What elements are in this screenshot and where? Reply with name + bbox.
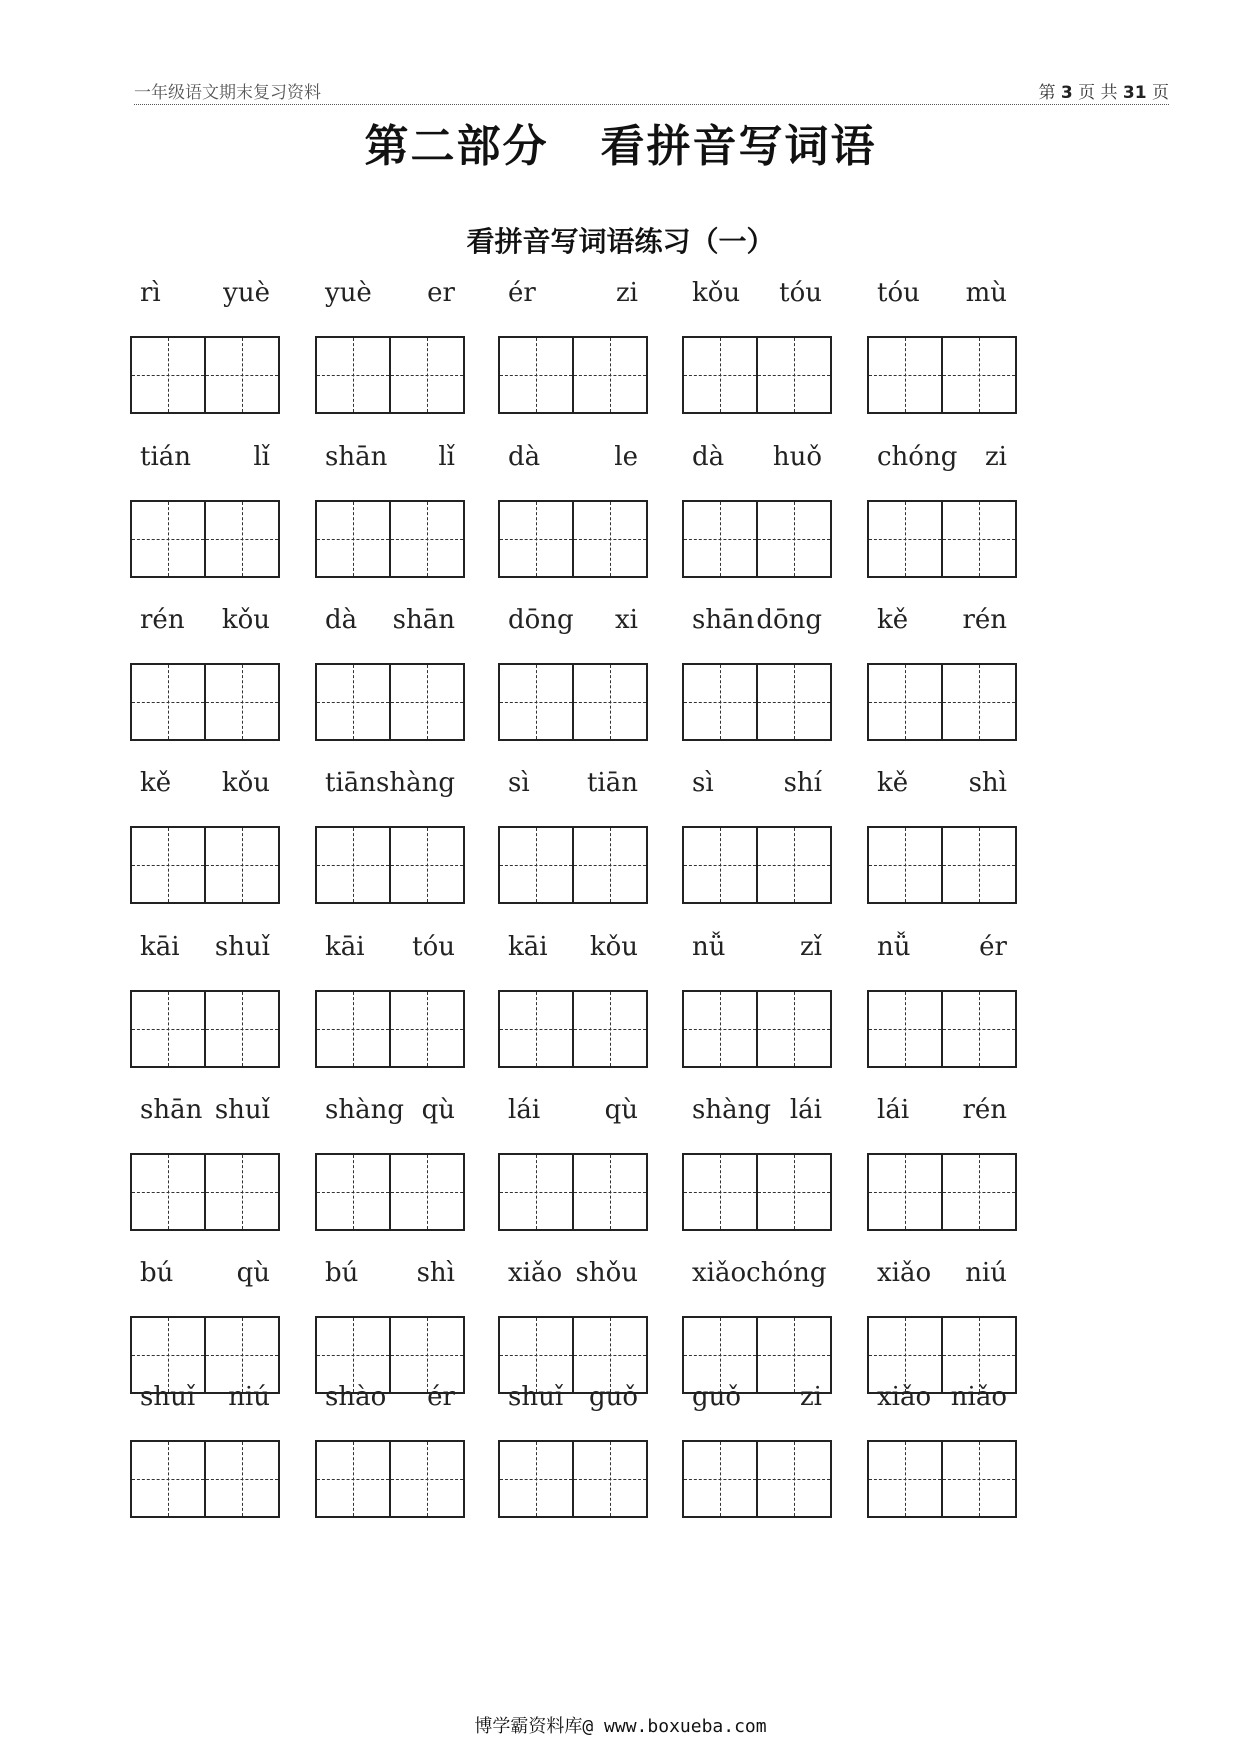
writing-cell[interactable] [500,992,572,1066]
exercise-item [682,1095,832,1231]
writing-grid[interactable] [315,826,465,904]
writing-cell[interactable] [572,828,646,902]
pinyin-line [682,768,832,804]
pinyin-syllable: dà [325,605,358,635]
exercise-item [315,605,465,741]
pinyin-syllable: lǐ [438,442,455,472]
pinyin-syllable: shàng [376,768,455,798]
writing-cell[interactable] [204,338,278,412]
exercise-item [315,768,465,904]
writing-cell[interactable] [389,1318,463,1392]
exercise-item [682,1382,832,1518]
writing-cell[interactable] [500,665,572,739]
pinyin-syllable: kāi [140,932,180,962]
pinyin-syllable: ér [508,278,536,308]
pinyin-syllable: lái [508,1095,541,1125]
exercise-item [498,932,648,1068]
writing-cell[interactable] [317,992,389,1066]
exercise-item [130,1382,280,1518]
writing-grid[interactable] [315,990,465,1068]
writing-cell[interactable] [756,1318,830,1392]
exercise-item [315,442,465,578]
writing-cell[interactable] [756,665,830,739]
exercise-item [315,932,465,1068]
exercise-item [867,1258,1017,1394]
pinyin-syllable: shì [968,768,1007,798]
pinyin-line [682,1258,832,1294]
pinyin-syllable: dōng [508,605,574,635]
writing-cell[interactable] [204,502,278,576]
writing-grid[interactable] [867,1440,1017,1518]
pinyin-line [315,1382,465,1418]
pinyin-syllable: niǎo [950,1382,1007,1412]
pinyin-syllable: kāi [508,932,548,962]
writing-grid[interactable] [682,500,832,578]
exercise-item [682,278,832,414]
exercise-item [315,1382,465,1518]
page-title: 第二部分 看拼音写词语 [364,121,877,172]
pinyin-syllable: tiān [586,768,638,798]
pinyin-syllable: kǒu [589,932,638,962]
exercise-item [498,1382,648,1518]
writing-grid[interactable] [498,1440,648,1518]
writing-grid[interactable] [867,990,1017,1068]
exercise-item [867,1382,1017,1518]
pinyin-syllable: shān [392,605,455,635]
exercise-item [867,1095,1017,1231]
exercise-item [498,605,648,741]
pinyin-line [130,768,280,804]
pinyin-syllable: yuè [223,278,270,308]
writing-cell[interactable] [941,828,1015,902]
exercise-item [130,1258,280,1394]
pinyin-syllable: guǒ [588,1382,638,1412]
writing-cell[interactable] [132,338,204,412]
writing-cell[interactable] [500,1155,572,1229]
pinyin-syllable: tóu [779,278,822,308]
exercise-item [315,1095,465,1231]
pinyin-syllable: zi [799,1382,822,1412]
exercise-item [130,932,280,1068]
writing-grid[interactable] [130,1440,280,1518]
writing-cell[interactable] [500,828,572,902]
pinyin-syllable: shān [692,605,755,635]
writing-cell[interactable] [317,338,389,412]
writing-grid[interactable] [315,1153,465,1231]
exercise-item [867,605,1017,741]
writing-grid[interactable] [130,1153,280,1231]
writing-grid[interactable] [498,990,648,1068]
writing-cell[interactable] [756,1155,830,1229]
writing-cell[interactable] [132,828,204,902]
writing-cell[interactable] [869,828,941,902]
writing-cell[interactable] [941,502,1015,576]
pinyin-line [315,1258,465,1294]
pinyin-line [498,1258,648,1294]
pinyin-syllable: niú [228,1382,270,1412]
writing-cell[interactable] [317,502,389,576]
pinyin-line [867,442,1017,478]
pinyin-syllable: kě [877,605,909,635]
pinyin-syllable: tiān [325,768,377,798]
pinyin-line [867,1382,1017,1418]
pinyin-syllable: shì [416,1258,455,1288]
pinyin-syllable: chóng [746,1258,827,1288]
writing-cell[interactable] [756,338,830,412]
pinyin-syllable: tóu [877,278,920,308]
writing-cell[interactable] [317,1442,389,1516]
writing-grid[interactable] [867,826,1017,904]
pinyin-line [867,605,1017,641]
writing-cell[interactable] [572,1442,646,1516]
pinyin-syllable: qù [604,1095,638,1125]
writing-cell[interactable] [572,1318,646,1392]
page-current: 3 [1060,83,1073,103]
exercise-item [867,768,1017,904]
exercise-item [498,768,648,904]
writing-cell[interactable] [132,502,204,576]
writing-grid[interactable] [130,336,280,414]
pinyin-syllable: shàng [692,1095,771,1125]
writing-grid[interactable] [867,1153,1017,1231]
pinyin-syllable: zi [615,278,638,308]
pinyin-syllable: sì [692,768,714,798]
writing-cell[interactable] [389,665,463,739]
pinyin-line [130,605,280,641]
pinyin-syllable: dōng [756,605,822,635]
writing-grid[interactable] [682,1153,832,1231]
writing-cell[interactable] [204,828,278,902]
writing-cell[interactable] [684,1318,756,1392]
writing-cell[interactable] [572,502,646,576]
writing-cell[interactable] [684,1442,756,1516]
writing-grid[interactable] [682,1440,832,1518]
pinyin-syllable: mù [965,278,1007,308]
pinyin-line [867,932,1017,968]
writing-cell[interactable] [941,665,1015,739]
pinyin-line [498,1382,648,1418]
writing-cell[interactable] [941,1318,1015,1392]
writing-grid[interactable] [867,663,1017,741]
pinyin-syllable: ér [979,932,1007,962]
pinyin-line [498,1095,648,1131]
exercise-item [498,278,648,414]
pinyin-syllable: huǒ [772,442,822,472]
pinyin-syllable: tóu [412,932,455,962]
writing-cell[interactable] [941,338,1015,412]
exercise-item [315,1258,465,1394]
writing-cell[interactable] [941,1155,1015,1229]
writing-cell[interactable] [389,828,463,902]
exercise-item [498,1095,648,1231]
page-suffix: 页 [1152,83,1169,103]
writing-cell[interactable] [572,338,646,412]
exercise-item [682,442,832,578]
pinyin-line [498,605,648,641]
writing-grid[interactable] [498,336,648,414]
pinyin-syllable: xi [615,605,638,635]
writing-cell[interactable] [684,992,756,1066]
writing-cell[interactable] [500,1318,572,1392]
writing-grid[interactable] [498,826,648,904]
exercise-item [682,768,832,904]
writing-grid[interactable] [315,1440,465,1518]
pinyin-syllable: kāi [325,932,365,962]
pinyin-syllable: lǐ [253,442,270,472]
pinyin-syllable: dà [508,442,541,472]
writing-cell[interactable] [389,1155,463,1229]
exercise-item [867,932,1017,1068]
pinyin-line [130,278,280,314]
writing-cell[interactable] [684,338,756,412]
pinyin-syllable: niú [965,1258,1007,1288]
writing-cell[interactable] [572,992,646,1066]
pinyin-syllable: shān [140,1095,203,1125]
writing-cell[interactable] [684,828,756,902]
writing-cell[interactable] [869,338,941,412]
writing-cell[interactable] [132,665,204,739]
pinyin-line [498,278,648,314]
writing-cell[interactable] [572,1155,646,1229]
exercise-item [682,605,832,741]
exercise-item [682,1258,832,1394]
pinyin-syllable: sì [508,768,530,798]
pinyin-syllable: shuǐ [214,932,270,962]
pinyin-syllable: lái [877,1095,910,1125]
writing-cell[interactable] [132,1318,204,1392]
pinyin-syllable: xiǎo [692,1258,747,1288]
pinyin-syllable: zi [984,442,1007,472]
writing-grid[interactable] [498,1153,648,1231]
pinyin-syllable: bú [140,1258,174,1288]
writing-grid[interactable] [315,336,465,414]
pinyin-syllable: kě [140,768,172,798]
pinyin-syllable: kǒu [692,278,741,308]
pinyin-line [130,442,280,478]
page-mid: 页 共 [1078,83,1118,103]
exercise-item [130,768,280,904]
writing-grid[interactable] [315,500,465,578]
pinyin-line [682,1382,832,1418]
pinyin-line [315,1095,465,1131]
pinyin-syllable: le [614,442,638,472]
writing-grid[interactable] [682,336,832,414]
writing-cell[interactable] [684,502,756,576]
pinyin-line [315,932,465,968]
pinyin-syllable: dà [692,442,725,472]
writing-cell[interactable] [869,502,941,576]
writing-cell[interactable] [756,992,830,1066]
writing-cell[interactable] [869,992,941,1066]
exercise-item [498,442,648,578]
writing-cell[interactable] [500,502,572,576]
writing-cell[interactable] [132,1442,204,1516]
writing-cell[interactable] [500,338,572,412]
pinyin-syllable: qù [236,1258,270,1288]
pinyin-syllable: rì [140,278,161,308]
pinyin-line [867,1258,1017,1294]
page-total: 31 [1122,83,1147,103]
writing-cell[interactable] [204,1442,278,1516]
writing-cell[interactable] [317,1155,389,1229]
pinyin-syllable: guǒ [692,1382,742,1412]
pinyin-syllable: chóng [877,442,958,472]
writing-cell[interactable] [869,665,941,739]
pinyin-line [315,768,465,804]
pinyin-syllable: nǚ [692,932,726,962]
pinyin-line [682,278,832,314]
pinyin-line [498,442,648,478]
writing-cell[interactable] [389,502,463,576]
exercise-item [130,1095,280,1231]
pinyin-syllable: shuǐ [508,1382,564,1412]
pinyin-syllable: ér [427,1382,455,1412]
writing-cell[interactable] [869,1442,941,1516]
writing-cell[interactable] [204,1318,278,1392]
pinyin-line [498,932,648,968]
writing-cell[interactable] [684,665,756,739]
pinyin-syllable: kǒu [221,768,270,798]
writing-grid[interactable] [682,826,832,904]
pinyin-line [682,932,832,968]
writing-cell[interactable] [204,665,278,739]
writing-grid[interactable] [498,500,648,578]
writing-cell[interactable] [389,992,463,1066]
pinyin-line [867,768,1017,804]
writing-grid[interactable] [682,663,832,741]
pinyin-syllable: kǒu [221,605,270,635]
writing-grid[interactable] [130,663,280,741]
pinyin-syllable: zǐ [799,932,822,962]
pinyin-syllable: kě [877,768,909,798]
writing-grid[interactable] [682,990,832,1068]
writing-grid[interactable] [867,336,1017,414]
writing-cell[interactable] [572,665,646,739]
pinyin-line [315,442,465,478]
pinyin-line [682,605,832,641]
writing-cell[interactable] [941,992,1015,1066]
pinyin-syllable: xiǎo [508,1258,563,1288]
pinyin-line [130,1258,280,1294]
writing-grid[interactable] [867,500,1017,578]
pinyin-line [682,1095,832,1131]
pinyin-syllable: shí [783,768,822,798]
header-doc-title: 一年级语文期末复习资料 [134,83,321,103]
pinyin-syllable: lái [789,1095,822,1125]
writing-cell[interactable] [132,1155,204,1229]
writing-cell[interactable] [756,828,830,902]
pinyin-line [682,442,832,478]
writing-grid[interactable] [130,990,280,1068]
pinyin-line [315,605,465,641]
writing-cell[interactable] [869,1155,941,1229]
pinyin-syllable: er [427,278,455,308]
writing-cell[interactable] [500,1442,572,1516]
exercise-item [130,442,280,578]
pinyin-line [867,278,1017,314]
pinyin-line [130,932,280,968]
writing-cell[interactable] [204,1155,278,1229]
writing-cell[interactable] [317,665,389,739]
pinyin-syllable: rén [140,605,185,635]
writing-cell[interactable] [684,1155,756,1229]
pinyin-line [130,1095,280,1131]
pinyin-syllable: shàng [325,1095,404,1125]
writing-cell[interactable] [204,992,278,1066]
writing-cell[interactable] [389,1442,463,1516]
page-prefix: 第 [1038,83,1056,103]
pinyin-syllable: shào [325,1382,387,1412]
writing-cell[interactable] [317,1318,389,1392]
exercise-item [130,278,280,414]
pinyin-syllable: shǒu [575,1258,638,1288]
pinyin-syllable: tián [140,442,192,472]
writing-cell[interactable] [756,1442,830,1516]
writing-grid[interactable] [130,500,280,578]
exercise-item [315,278,465,414]
writing-cell[interactable] [317,828,389,902]
writing-grid[interactable] [315,663,465,741]
pinyin-syllable: rén [962,605,1007,635]
pinyin-line [315,278,465,314]
exercise-item [130,605,280,741]
pinyin-syllable: shuǐ [140,1382,196,1412]
section-subtitle: 看拼音写词语练习（一） [466,225,775,258]
pinyin-line [130,1382,280,1418]
pinyin-syllable: shuǐ [214,1095,270,1125]
pinyin-syllable: xiǎo [877,1258,932,1288]
pinyin-line [498,768,648,804]
exercise-item [867,442,1017,578]
pinyin-syllable: nǚ [877,932,911,962]
writing-grid[interactable] [130,826,280,904]
pinyin-syllable: shān [325,442,388,472]
exercise-item [867,278,1017,414]
pinyin-syllable: yuè [325,278,372,308]
pinyin-line [867,1095,1017,1131]
pinyin-syllable: bú [325,1258,359,1288]
writing-cell[interactable] [941,1442,1015,1516]
writing-cell[interactable] [132,992,204,1066]
pinyin-syllable: rén [962,1095,1007,1125]
writing-grid[interactable] [498,663,648,741]
writing-cell[interactable] [756,502,830,576]
footer-watermark: 博学霸资料库@ www.boxueba.com [474,1716,767,1737]
exercise-item [682,932,832,1068]
writing-cell[interactable] [869,1318,941,1392]
exercise-item [498,1258,648,1394]
writing-cell[interactable] [389,338,463,412]
pinyin-syllable: qù [421,1095,455,1125]
pinyin-syllable: xiǎo [877,1382,932,1412]
